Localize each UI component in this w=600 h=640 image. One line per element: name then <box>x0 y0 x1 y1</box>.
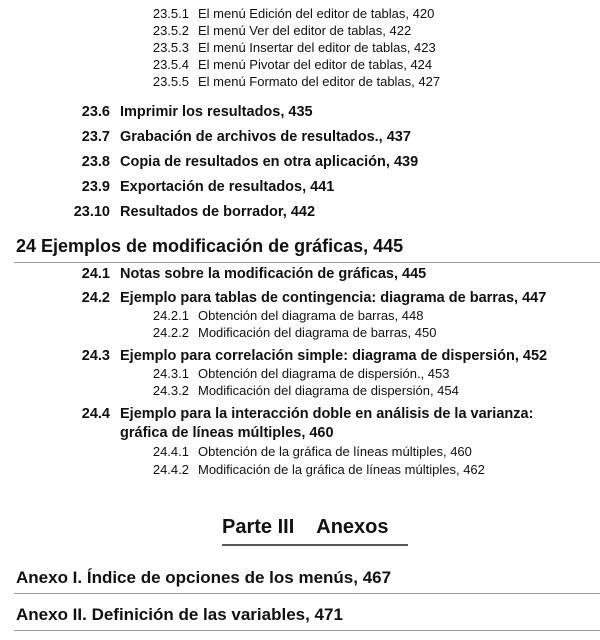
entry-title: Obtención del diagrama de dispersión., 453 <box>198 366 450 381</box>
toc-entry-24-4-continued[interactable] <box>0 425 334 441</box>
annex-1-heading[interactable]: Anexo I. Índice de opciones de los menús, 467 <box>16 568 392 587</box>
entry-title: El menú Edición del editor de tablas, 420 <box>198 6 435 21</box>
entry-number: 24.1 <box>81 266 110 282</box>
entry-title: Copia de resultados en otra aplicación, 439 <box>120 154 419 170</box>
entry-number: 24.4.2 <box>152 462 189 477</box>
entry-title: Ejemplo para correlación simple: diagrama de dispersión, 452 <box>120 348 548 364</box>
entry-title: Modificación del diagrama de barras, 450 <box>198 325 437 340</box>
toc-entry-24-4-2[interactable] <box>0 462 485 477</box>
toc-entry-24-3-1[interactable] <box>0 366 450 381</box>
entry-title: El menú Ver del editor de tablas, 422 <box>198 23 412 38</box>
toc-entry-23-5-1[interactable] <box>0 6 434 21</box>
toc-entry-24-4-1[interactable] <box>0 444 472 459</box>
toc-entry-23-5-5[interactable] <box>0 74 440 89</box>
entry-number: 23.5.4 <box>152 57 189 72</box>
entry-title: Notas sobre la modificación de gráficas, 445 <box>120 266 427 282</box>
entry-number: 23.5.2 <box>152 23 189 38</box>
toc-entry-23-5-2[interactable] <box>0 23 411 38</box>
entry-title: Resultados de borrador, 442 <box>120 204 316 220</box>
entry-number: 24.3.2 <box>152 383 189 398</box>
entry-title-continuation: gráfica de líneas múltiples, 460 <box>120 425 334 441</box>
annex-divider <box>14 630 600 631</box>
toc-entry-23-5-3[interactable] <box>0 40 436 55</box>
toc-entry-24-3-2[interactable] <box>0 383 459 398</box>
entry-number: 23.9 <box>81 179 110 195</box>
entry-number: 23.5.1 <box>152 6 189 21</box>
entry-number: 23.6 <box>81 104 110 120</box>
entry-number: 24.2.2 <box>152 325 189 340</box>
entry-number: 23.5.3 <box>152 40 189 55</box>
entry-title: Modificación de la gráfica de líneas múltiples, 462 <box>198 462 485 477</box>
part-title: Anexos <box>316 516 389 538</box>
entry-title: El menú Insertar del editor de tablas, 423 <box>198 40 436 55</box>
entry-title: Ejemplo para tablas de contingencia: diagrama de barras, 447 <box>120 290 547 306</box>
toc-entry-24-2[interactable] <box>0 290 546 306</box>
part-label: Parte III <box>222 516 295 538</box>
entry-number: 23.8 <box>81 154 110 170</box>
toc-entry-23-6[interactable] <box>0 104 313 120</box>
entry-number: 24.4.1 <box>152 444 189 459</box>
entry-number: 23.10 <box>73 204 110 220</box>
entry-number: 24.4 <box>81 406 110 422</box>
chapter-divider <box>14 262 600 263</box>
toc-entry-23-7[interactable] <box>0 129 411 145</box>
annex-divider <box>14 593 600 594</box>
toc-entry-23-8[interactable] <box>0 154 418 170</box>
toc-entry-23-10[interactable] <box>0 204 315 220</box>
toc-entry-23-5-4[interactable] <box>0 57 432 72</box>
entry-title: El menú Pivotar del editor de tablas, 424 <box>198 57 433 72</box>
toc-entry-24-3[interactable] <box>0 348 547 364</box>
entry-title: Modificación del diagrama de dispersión, 454 <box>198 383 459 398</box>
entry-number: 24.3.1 <box>152 366 189 381</box>
entry-title: Imprimir los resultados, 435 <box>120 104 313 120</box>
entry-title: El menú Formato del editor de tablas, 427 <box>198 74 441 89</box>
toc-entry-24-2-1[interactable] <box>0 308 423 323</box>
entry-title: Obtención de la gráfica de líneas múltiples, 460 <box>198 444 472 459</box>
toc-entry-24-2-2[interactable] <box>0 325 436 340</box>
toc-entry-24-1[interactable] <box>0 266 426 282</box>
annex-2-heading[interactable]: Anexo II. Definición de las variables, 471 <box>16 605 343 624</box>
chapter-24-heading[interactable]: 24 Ejemplos de modificación de gráficas, 445 <box>16 236 404 256</box>
entry-title: Exportación de resultados, 441 <box>120 179 335 195</box>
toc-entry-24-4[interactable] <box>0 406 533 422</box>
entry-title: Obtención del diagrama de barras, 448 <box>198 308 424 323</box>
entry-number: 24.2 <box>81 290 110 306</box>
entry-number: 23.5.5 <box>152 74 189 89</box>
part-heading <box>222 516 389 539</box>
entry-title: Ejemplo para la interacción doble en análisis de la varianza: <box>120 406 534 422</box>
entry-title: Grabación de archivos de resultados., 437 <box>120 129 411 145</box>
toc-entry-23-9[interactable] <box>0 179 334 195</box>
entry-number: 24.2.1 <box>152 308 189 323</box>
entry-number: 23.7 <box>81 129 110 145</box>
entry-number: 24.3 <box>81 348 110 364</box>
part-underline <box>222 544 408 546</box>
